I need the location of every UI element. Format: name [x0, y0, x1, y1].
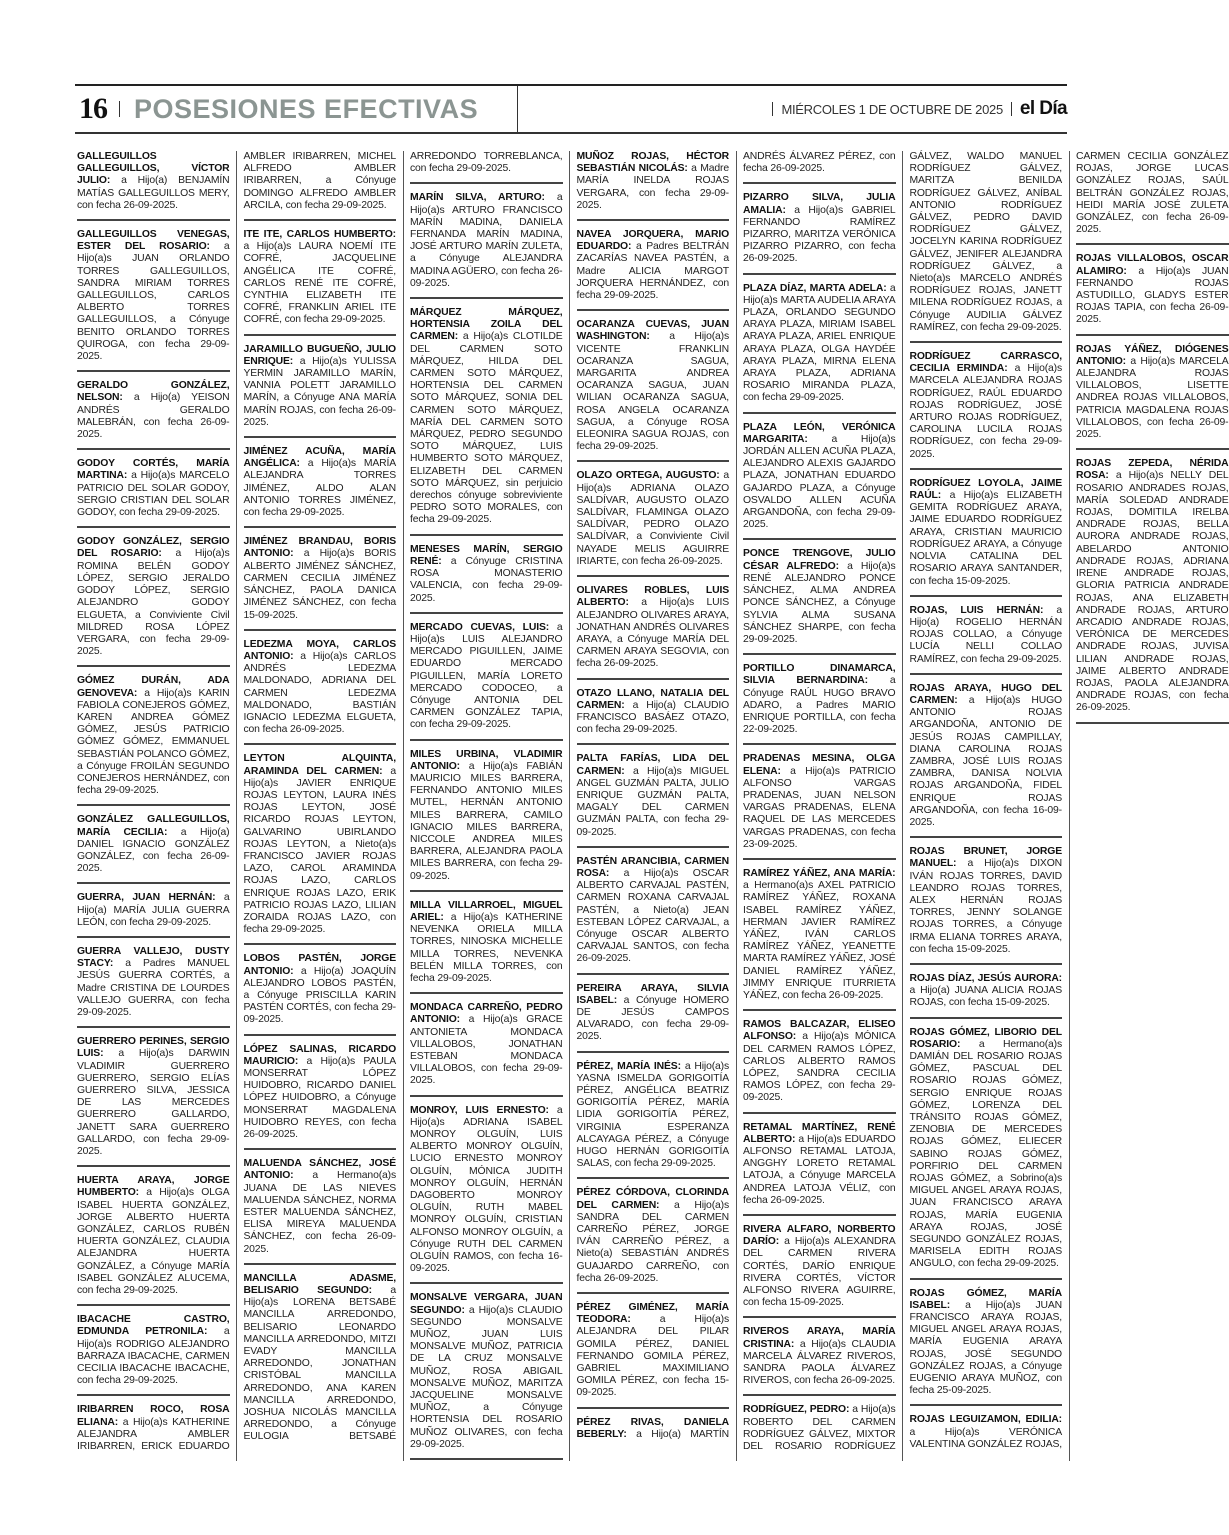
- deceased-name: IRIBARREN ROCO, ROSA ELIANA:: [77, 1404, 230, 1428]
- heirs-text: a Hijo(a)s DIXON IVÁN ROJAS TORRES, DAVID LEANDRO ROJAS TORRES, ALEX HERNÁN ROJAS TORRES, JENNY SOLANGE ROJAS TORRES, a Cónyuge IRMA ELIANA TORRES ARAYA, con fecha 15-09-2025.: [909, 858, 1062, 955]
- notice-entry: [577, 229, 730, 311]
- deceased-name: PÉREZ, MARÍA INÉS:: [576, 1060, 681, 1072]
- heirs-text: a Hijo(a) YEISON ANDRÉS GERALDO MALEBRÁN, con fecha 26-09-2025.: [77, 392, 230, 441]
- heirs-text: a Hijo(a)s ROBERTO DEL CARMEN RODRÍGUEZ GÁLVEZ, MIXTOR DEL ROSARIO RODRÍGUEZ GÁLVEZ, WALDO MANUEL RODRÍGUEZ GÁLVEZ, MARITZA BENILDA RODRÍGUEZ GÁLVEZ, ANÍBAL ANTONIO RODRÍGUEZ GÁLVEZ, PEDRO DAVID RODRÍGUEZ GÁLVEZ, JOCELYN KARINA RODRÍGUEZ GÁLVEZ, JENIFER ALEJANDRA RODRÍGUEZ GÁLVEZ, a Nieto(a)s MARCELO ANDRÉS RODRÍGUEZ ROJAS, JANETT MILENA RODRÍGUEZ ROJAS, a Cónyuge AUDILIA GÁLVEZ RAMÍREZ, con fecha 29-09-2025.: [743, 151, 1062, 1453]
- heirs-text: a Hijo(a)s RODRIGO ALEJANDRO BARRAZA IBACACHE, CARMEN CECILIA IBACACHE IBACACHE, con fecha 29-09-2025.: [77, 1326, 230, 1387]
- deceased-name: ROJAS GÓMEZ, MARÍA ISABEL:: [909, 1287, 1062, 1311]
- deceased-name: MERCADO CUEVAS, LUIS:: [410, 621, 550, 633]
- heirs-text: a Hijo(a)s ELIZABETH GEMITA RODRÍGUEZ ARAYA, JAIME EDUARDO RODRÍGUEZ ARAYA, CRISTIAN MAURICIO RODRÍGUEZ ARAYA, a Cónyuge NOLVIA CATALINA DEL ROSARIO ARAYA SANTANDER, con fecha 15-09-2025.: [909, 490, 1062, 587]
- issue-date: MIÉRCOLES 1 DE OCTUBRE DE 2025: [781, 101, 1003, 117]
- section-title: POSESIONES EFECTIVAS: [134, 93, 479, 124]
- notice-entry: [410, 1002, 563, 1096]
- heirs-text: a Hijo(a)s JUAN FERNANDO ROJAS ASTUDILLO, GLADYS ESTER ROJAS TAPIA, con fecha 26-09-2025.: [1076, 265, 1229, 326]
- notice-entry: [743, 1019, 896, 1113]
- notice-entry: [743, 868, 896, 1011]
- notice-entry: [743, 663, 896, 745]
- notice-entry: [410, 1105, 563, 1285]
- deceased-name: RAMOS BALCAZAR, ELISEO ALFONSO:: [743, 1019, 896, 1043]
- deceased-name: GUERRA, JUAN HERNÁN:: [77, 892, 216, 904]
- deceased-name: GODOY CORTÉS, MARÍA MARTINA:: [77, 458, 230, 482]
- notice-entry: [77, 892, 230, 938]
- notice-entry: [577, 1302, 730, 1409]
- notice-entry: [577, 151, 730, 221]
- deceased-name: RODRÍGUEZ CARRASCO, CECILIA ERMINDA:: [909, 351, 1062, 375]
- deceased-name: GODOY GONZÁLEZ, SERGIO DEL ROSARIO:: [77, 536, 230, 560]
- notice-entry: [743, 1122, 896, 1216]
- heirs-text: a Hijo(a)s EDUARDO ALFONSO RETAMAL LATOJA, ANGGHY LORETO RETAMAL LATOJA, a Cónyuge MARCELA ANDREA LATOJA VÉLIZ, con fecha 26-09-2025.: [743, 1133, 896, 1206]
- heirs-text: a Hijo(a)s OLGA ISABEL HUERTA GONZÁLEZ, JORGE ALBERTO HUERTA GONZÁLEZ, CARLOS RUBÉN HUERTA GONZÁLEZ, CLAUDIA ALEJANDRA HUERTA GONZÁLEZ, a Cónyuge MARÍA ISABEL GONZÁLEZ ALUCEMA, con fecha 29-09-2025.: [77, 1187, 230, 1297]
- deceased-name: ROJAS GÓMEZ, LIBORIO DEL ROSARIO:: [909, 1026, 1062, 1050]
- deceased-name: ROJAS BRUNET, JORGE MANUEL:: [909, 846, 1062, 870]
- deceased-name: GERALDO GONZÁLEZ, NELSON:: [77, 380, 230, 404]
- deceased-name: OTAZO LLANO, NATALIA DEL CARMEN:: [576, 687, 729, 711]
- heirs-text: a Padres BELTRÁN ZACARÍAS NAVEA PASTÉN, a Madre ALICIA MARGOT JORQUERA HERNÁNDEZ, con fecha 29-09-2025.: [576, 241, 729, 302]
- heirs-text: a Padres MANUEL JESÚS GUERRA CORTÉS, a Madre CRISTINA DE LOURDES VALLEJO GUERRA, con fecha 29-09-2025.: [77, 958, 230, 1018]
- heirs-text: a Hijo(a) MARÍA JULIA GUERRA LEÓN, con fecha 29-09-2025.: [77, 892, 230, 928]
- heirs-text: a Cónyuge RAÚL HUGO BRAVO ADARO, a Padres MARIO ENRIQUE PORTILLA, con fecha 22-09-2025.: [743, 675, 896, 736]
- deceased-name: OLIVARES ROBLES, LUIS ALBERTO:: [576, 585, 729, 609]
- heirs-text: a Madre MARÍA INELDA ROJAS VERGARA, con fecha 29-09-2025.: [576, 163, 729, 211]
- deceased-name: ROJAS YÁÑEZ, DIÓGENES ANTONIO:: [1076, 343, 1229, 367]
- notice-entry: [577, 585, 730, 679]
- notice-entry: [77, 380, 230, 450]
- deceased-name: GALLEGUILLOS VENEGAS, ESTER DEL ROSARIO:: [77, 229, 230, 253]
- header-divider: [119, 101, 120, 117]
- heirs-text: a Hijo(a) ROGELIO HERNÁN ROJAS COLLAO, a Cónyuge LUCÍA NELLI COLLAO RAMÍREZ, con fecha 29-09-2025.: [909, 604, 1062, 665]
- deceased-name: ITE ITE, CARLOS HUMBERTO:: [243, 229, 396, 241]
- notice-entry: [577, 1061, 730, 1180]
- notice-entry: [244, 639, 397, 746]
- deceased-name: RODRÍGUEZ, PEDRO:: [743, 1404, 850, 1416]
- heirs-text: a Hijo(a)s MARCELO PATRICIO DEL SOLAR GODOY, SERGIO CRISTIAN DEL SOLAR GODOY, con fecha 29-09-2025.: [77, 470, 230, 519]
- notice-entry: [743, 753, 896, 860]
- heirs-text: a Hijo(a)s VICENTE FRANKLIN OCARANZA SAGUA, MARGARITA ANDREA OCARANZA SAGUA, JUAN WILIAN OCARANZA SAGUA, ROSA ANGELA OCARANZA SAGUA, a Cónyuge ROSA ELEONIRA SAGUA ROJAS, con fecha 29-09-2025.: [576, 331, 729, 453]
- heirs-text: a Hijo(a)s JUAN ORLANDO TORRES GALLEGUILLOS, SANDRA MIRIAM TORRES GALLEGUILLOS, CARLOS ALBERTO TORRES GALLEGUILLOS, a Cónyuge BENITO ORLANDO TORRES QUIROGA, con fecha 29-09-2025.: [77, 241, 230, 363]
- deceased-name: PLAZA DÍAZ, MARTA ADELA:: [743, 282, 887, 294]
- notice-entry: [77, 458, 230, 528]
- notice-entry: [577, 856, 730, 975]
- heirs-text: a Hijo(a)s LORENA BETSABÉ MANCILLA ARREDONDO, BELISARIO LEONARDO MANCILLA ARREDONDO, MITZI EVADY MANCILLA ARREDONDO, JONATHAN CRISTÓBAL MANCILLA ARREDONDO, ANA KAREN MANCILLA ARREDONDO, JOSHUA NICOLÁS MANCILLA ARREDONDO, a Cónyuge EULOGIA BETSABÉ ARREDONDO TORREBLANCA, con fecha 29-09-2025.: [243, 151, 563, 1443]
- heirs-text: a Hijo(a)s MARCELA ALEJANDRA ROJAS RODRÍGUEZ, RAÚL EDUARDO ROJAS RODRÍGUEZ, JOSÉ ARTURO ROJAS RODRÍGUEZ, CAROLINA LUCILA ROJAS RODRÍGUEZ, con fecha 29-09-2025.: [909, 363, 1062, 460]
- heirs-text: a Hijo(a)s RENÉ ALEJANDRO PONCE SÁNCHEZ, ALMA ANDREA PONCE SÁNCHEZ, a Cónyuge SYLVIA ALMA SUSANA SÁNCHEZ SHARPE, con fecha 29-09-2025.: [743, 560, 896, 645]
- notice-entry: [910, 478, 1063, 597]
- heirs-text: a Hijo(a)s JORDÁN ALLEN ACUÑA PLAZA, ALEJANDRO ALEXIS GAJARDO PLAZA, JONATHAN EDUARDO GAJARDO PLAZA, a Cónyuge OSVALDO ALLEN ACUÑA ARGANDOÑA, con fecha 29-09-2025.: [743, 433, 896, 531]
- deceased-name: PASTÉN ARANCIBIA, CARMEN ROSA:: [576, 855, 729, 879]
- notice-entry: [410, 1292, 563, 1460]
- heirs-text: a Hijo(a)s LAURA NOEMÍ ITE COFRÉ, JACQUELINE ANGÉLICA ITE COFRÉ, CARLOS RENÉ ITE COFRÉ, CYNTHIA ELIZABETH ITE COFRÉ, FRANKLIN ARIEL ITE COFRÉ, con fecha 29-09-2025.: [243, 241, 396, 326]
- notice-entry: [410, 749, 563, 892]
- notice-entry: [910, 973, 1063, 1019]
- notices-columns: [77, 151, 1229, 1461]
- deceased-name: LOBOS PASTÉN, JORGE ANTONIO:: [243, 953, 396, 977]
- heirs-text: a Hijo(a) MARTÍN ANDRÉS ÁLVAREZ PÉREZ, con fecha 26-09-2025.: [626, 151, 896, 1440]
- heirs-text: a Hijo(a)s BORIS ALBERTO JIMÉNEZ SÁNCHEZ, CARMEN CECILIA JIMÉNEZ SÁNCHEZ, PAOLA DANICA JIMÉNEZ SÁNCHEZ, con fecha 15-09-2025.: [243, 548, 396, 621]
- notice-entry: [577, 983, 730, 1053]
- heirs-text: a Hijo(a)s JUAN FRANCISCO ARAYA ROJAS, MIGUEL ANGEL ARAYA ROJAS, MARÍA EUGENIA ARAYA ROJAS, JOSÉ SEGUNDO GONZÁLEZ ROJAS, a Cónyuge EUGENIO ARAYA MUÑOZ, con fecha 25-09-2025.: [909, 1299, 1062, 1397]
- deceased-name: JIMÉNEZ ACUÑA, MARÍA ANGÉLICA:: [243, 446, 396, 470]
- heirs-text: a Hermano(a)s AXEL PATRICIO RAMÍREZ YÁÑEZ, ROXANA ISABEL RAMÍREZ YÁÑEZ, HERMAN JAVIER RAMÍREZ YÁÑEZ, IVÁN CARLOS RAMÍREZ YÁÑEZ, YEANETTE MARTA RAMÍREZ YÁÑEZ, JOSÉ DANIEL RAMÍREZ YÁÑEZ, JIMMY ENRIQUE ITURRIETA YÁÑEZ, con fecha 26-09-2025.: [743, 880, 896, 1001]
- deceased-name: PÉREZ GIMÉNEZ, MARÍA TEODORA:: [576, 1302, 729, 1326]
- notice-entry: [577, 753, 730, 847]
- heirs-text: a Cónyuge CRISTINA ROSA MONASTERIO VALENCIA, con fecha 29-09-2025.: [410, 555, 563, 604]
- deceased-name: NAVEA JORQUERA, MARIO EDUARDO:: [576, 229, 729, 253]
- deceased-name: ROJAS ARAYA, HUGO DEL CARMEN:: [909, 682, 1062, 706]
- heirs-text: a Hijo(a) CLAUDIO FRANCISCO BASÁEZ OTAZO, con fecha 29-09-2025.: [576, 699, 729, 736]
- heirs-text: a Hijo(a)s CLOTILDE DEL CARMEN SOTO MÁRQUEZ, HILDA DEL CARMEN SOTO MÁRQUEZ, HORTENSIA DEL CARMEN SOTO MÁRQUEZ, SONIA DEL CARMEN SOTO MÁRQUEZ, MARÍA DEL CARMEN SOTO MÁRQUEZ, PEDRO SEGUNDO SOTO MÁRQUEZ, LUIS HUMBERTO SOTO MÁRQUEZ, ELIZABETH DEL CARMEN SOTO MÁRQUEZ, sin perjuicio derechos cónyuge sobreviviente PEDRO SOTO MORALES, con fecha 29-09-2025.: [410, 331, 563, 526]
- heirs-text: a Hijo(a)s KARIN FABIOLA CONEJEROS GÓMEZ, KAREN ANDREA GÓMEZ GÓMEZ, JESÚS PATRICIO GÓMEZ GÓMEZ, EMMANUEL SEBASTIÁN POLANCO GÓMEZ, a Cónyuge FROILÁN SEGUNDO CONEJEROS HERNÁNDEZ, con fecha 29-09-2025.: [77, 687, 230, 797]
- heirs-text: a Hijo(a)s YASNA ISMELDA GORIGOITÍA PÉREZ, ANGÉLICA BEATRIZ GORIGOITÍA PÉREZ, MARÍA LIDIA GORIGOITÍA PÉREZ, VIRGINIA ESPERANZA ALCAYAGA PÉREZ, a Cónyuge HUGO HERNÁN GORIGOITÍA SALAS, con fecha 29-09-2025.: [576, 1060, 729, 1170]
- notice-entry: [743, 422, 896, 541]
- heirs-text: a Hijo(a)s ARTURO FRANCISCO MARÍN MADINA, DANIELA FERNANDA MARÍN MADINA, JOSÉ ARTURO MARÍN ZULETA, a Cónyuge ALEJANDRA MADINA AGÜERO, con fecha 26-09-2025.: [410, 192, 563, 289]
- deceased-name: LÓPEZ SALINAS, RICARDO MAURICIO:: [243, 1043, 396, 1067]
- notice-entry: [910, 1027, 1063, 1280]
- header-divider: [1011, 102, 1012, 116]
- notice-entry: [77, 229, 230, 372]
- heirs-text: a Hijo(a)s MARTA AUDELIA ARAYA PLAZA, ORLANDO SEGUNDO ARAYA PLAZA, MIRIAM ISABEL ARAYA PLAZA, ARIEL ENRIQUE ARAYA PLAZA, OLGA HAYDÉE ARAYA PLAZA, MIRNA ELENA ARAYA PLAZA, ADRIANA ROSARIO MIRANDA PLAZA, con fecha 29-09-2025.: [743, 282, 896, 404]
- heirs-text: a Hijo(a)s SANDRA DEL CARMEN CARREÑO PÉREZ, JORGE IVÁN CARREÑO PÉREZ, a Nieto(a) SEBASTIÁN ANDRÉS GUAJARDO CARREÑO, con fecha 26-09-2025.: [576, 1199, 729, 1284]
- notice-entry: [77, 151, 230, 221]
- notice-entry: [577, 688, 730, 746]
- heirs-text: a Hijo(a)s PATRICIO ALFONSO VARGAS PRADENAS, JUAN NELSON VARGAS PRADENAS, ELENA RAQUEL DE LAS MERCEDES VARGAS PRADENAS, con fecha 23-09-2025.: [743, 765, 896, 850]
- deceased-name: MENESES MARÍN, SERGIO RENÉ:: [410, 543, 563, 567]
- heirs-text: a Hijo(a)s LUIS ALEJANDRO MERCADO PIGUILLEN, JAIME EDUARDO MERCADO PIGUILLEN, MARÍA LORETO MERCADO CODOCEO, a Cónyuge ANTONIA DEL CARMEN GONZÁLEZ TAPIA, con fecha 29-09-2025.: [410, 621, 563, 731]
- notice-entry: [743, 1326, 896, 1396]
- heirs-text: a Hijo(a)s ADRIANA ISABEL MONROY OLGUÍN, LUIS ALBERTO MONROY OLGUÍN, LUCIO ERNESTO MONROY OLGUÍN, MÓNICA JUDITH MONROY OLGUÍN, HERNÁN DAGOBERTO MONROY OLGUÍN, RUTH MABEL MONROY OLGUÍN, CRISTIAN ALFONSO MONROY OLGUÍN, a Cónyuge RUTH DEL CARMEN OLGUÍN RAMOS, con fecha 16-09-2025.: [410, 1104, 563, 1275]
- notice-entry: [244, 1158, 397, 1265]
- heirs-text: a Hermano(a)s JUANA DE LAS NIEVES MALUENDA SÁNCHEZ, NORMA ESTER MALUENDA SÁNCHEZ, ELISA MIREYA MALUENDA SÁNCHEZ, con fecha 26-09-2025.: [243, 1170, 396, 1255]
- deceased-name: PONCE TRENGOVE, JULIO CÉSAR ALFREDO:: [743, 548, 896, 572]
- deceased-name: RAMÍREZ YÁÑEZ, ANA MARÍA:: [743, 867, 896, 879]
- header-divider: [772, 102, 773, 116]
- header-right: [772, 98, 1067, 120]
- notice-entry: [1076, 458, 1229, 723]
- deceased-name: PEREIRA ARAYA, SILVIA ISABEL:: [576, 982, 729, 1006]
- deceased-name: OLAZO ORTEGA, AUGUSTO:: [576, 470, 720, 482]
- notice-entry: [244, 1044, 397, 1151]
- notice-entry: [1076, 253, 1229, 335]
- deceased-name: PLAZA LEÓN, VERÓNICA MARGARITA:: [743, 421, 896, 445]
- deceased-name: PRADENAS MESINA, OLGA ELENA:: [743, 753, 896, 777]
- deceased-name: OCARANZA CUEVAS, JUAN WASHINGTON:: [576, 319, 729, 343]
- notice-entry: [410, 307, 563, 536]
- deceased-name: PÉREZ CÓRDOVA, CLORINDA DEL CARMEN:: [576, 1187, 729, 1211]
- deceased-name: ROJAS LEGUIZAMON, EDILIA:: [909, 1414, 1062, 1426]
- deceased-name: MUÑOZ ROJAS, HÉCTOR SEBASTIÁN NICOLÁS:: [576, 151, 729, 175]
- deceased-name: GUERRA VALLEJO, DUSTY STACY:: [77, 945, 230, 970]
- heirs-text: a Hijo(a)s PAULA MONSERRAT LÓPEZ HUIDOBRO, RICARDO DANIEL LÓPEZ HUIDOBRO, a Cónyuge MONSERRAT MAGDALENA HUIDOBRO REYES, con fecha 26-09-2025.: [243, 1055, 396, 1141]
- heirs-text: a Hijo(a)s MÓNICA DEL CARMEN RAMOS LÓPEZ, CARLOS ALBERTO RAMOS LÓPEZ, SANDRA CECILIA RAMOS LÓPEZ, con fecha 29-09-2025.: [743, 1031, 896, 1104]
- notice-entry: [910, 605, 1063, 675]
- deceased-name: ROJAS VILLALOBOS, OSCAR ALAMIRO:: [1076, 253, 1229, 277]
- deceased-name: ROJAS ZEPEDA, NÉRIDA ROSA:: [1076, 458, 1229, 482]
- page-number: 16: [79, 92, 107, 125]
- deceased-name: RETAMAL MARTÍNEZ, RENÉ ALBERTO:: [743, 1121, 896, 1145]
- deceased-name: IBACACHE CASTRO, EDMUNDA PETRONILA:: [77, 1314, 230, 1338]
- notice-entry: [1076, 344, 1229, 451]
- heirs-text: a Hijo(a)s CARLOS ANDRÉS LEDEZMA MALDONADO, ADRIANA DEL CARMEN LEDEZMA MALDONADO, BASTIÁN IGNACIO LEDEZMA ELGUETA, con fecha 26-09-2025.: [243, 650, 396, 736]
- notice-entry: [77, 1314, 230, 1396]
- notice-entry: [910, 1288, 1063, 1407]
- notice-entry: [410, 544, 563, 614]
- notice-entry: [77, 1036, 230, 1167]
- notice-entry: [577, 319, 730, 462]
- deceased-name: MALUENDA SÁNCHEZ, JOSÉ ANTONIO:: [243, 1158, 396, 1182]
- notice-entry: [244, 753, 397, 945]
- notice-entry: [410, 900, 563, 994]
- deceased-name: PALTA FARÍAS, LIDA DEL CARMEN:: [576, 753, 729, 777]
- heirs-text: a Hijo(a)s CLAUDIO SEGUNDO MONSALVE MUÑOZ, JUAN LUIS MONSALVE MUÑOZ, PATRICIA DE LA CRUZ MONSALVE MUÑOZ, ROSA ABIGAIL MONSALVE MUÑOZ, MARITZA JACQUELINE MONSALVE MUÑOZ, a Cónyuge HORTENSIA DEL ROSARIO MUÑOZ OLIVARES, con fecha 29-09-2025.: [410, 1304, 563, 1450]
- heirs-text: a Hijo(a)s ROMINA BELÉN GODOY LÓPEZ, SERGIO JERALDO GODOY LÓPEZ, SERGIO ALEJANDRO GODOY ELGUETA, a Conviviente Civil MILDRED ROSA LÓPEZ VERGARA, con fecha 29-09-2025.: [77, 548, 230, 658]
- heirs-text: a Hijo(a)s CLAUDIA MARCELA ÁLVAREZ RIVEROS, SANDRA PAOLA ÁLVAREZ RIVEROS, con fecha 26-09-2025.: [743, 1338, 896, 1387]
- notice-entry: [743, 283, 896, 414]
- heirs-text: a Hijo(a)s NELLY DEL ROSARIO ANDRADES ROJAS, MARÍA SOLEDAD ANDRADE ROJAS, DOMITILA IRELBA ANDRADE ROJAS, BELLA AURORA ANDRADE ROJAS, ABELARDO ANTONIO ANDRADE ROJAS, ADRIANA IRENE ANDRADE ROJAS, GLORIA PATRICIA ANDRADE ROJAS, ANA ELIZABETH ANDRADE ROJAS, ARTURO ARCADIO ANDRADE ROJAS, VERÓNICA DE MERCEDES ANDRADE ROJAS, JUVISA LILIAN ANDRADE ROJAS, JAIME ALBERTO ANDRADE ROJAS, PAOLA ALEJANDRA ANDRADE ROJAS, con fecha 26-09-2025.: [1076, 470, 1229, 714]
- heirs-text: a Hijo(a)s YULISSA YERMIN JARAMILLO MARÍN, VANNIA POLETT JARAMILLO MARÍN, a Cónyuge ANA MARÍA MARÍN ROJAS, con fecha 26-09-2025.: [243, 355, 396, 428]
- deceased-name: PÉREZ RIVAS, DANIELA BEBERLY:: [576, 1416, 729, 1440]
- notice-entry: [77, 675, 230, 806]
- deceased-name: JIMÉNEZ BRANDAU, BORIS ANTONIO:: [243, 536, 396, 560]
- deceased-name: ROJAS, LUIS HERNÁN:: [909, 604, 1044, 616]
- notice-entry: [244, 953, 397, 1035]
- deceased-name: JARAMILLO BUGUEÑO, JULIO ENRIQUE:: [243, 343, 396, 367]
- page-header: [75, 86, 1067, 132]
- heirs-text: a Hijo(a)s MIGUEL ANGEL GUZMÁN PALTA, JULIO ENRIQUE GUZMÁN PALTA, MAGALY DEL CARMEN GUZMÁN PALTA, con fecha 29-09-2025.: [576, 765, 729, 838]
- deceased-name: GÓMEZ DURÁN, ADA GENOVEVA:: [77, 675, 230, 699]
- notice-entry: [244, 229, 397, 336]
- heirs-text: a Hijo(a)s JAVIER ENRIQUE ROJAS LEYTON, LAURA INÉS ROJAS LEYTON, JOSÉ RICARDO ROJAS LEYTON, GALVARINO UBIRLANDO ROJAS LEYTON, a Nieto(a)s FRANCISCO JAVIER ROJAS LAZO, CAROL ARAMINDA ROJAS LAZO, CARLOS ENRIQUE ROJAS LAZO, ERIK PATRICIO ROJAS LAZO, LILIAN ZORAIDA ROJAS LAZO, con fecha 29-09-2025.: [243, 765, 396, 936]
- heirs-text: a Hijo(a)s KATHERINE NEVENKA ORIELA MILLA TORRES, NINOSKA MICHELLE MILLA TORRES, NEVENKA BELÉN MILLA TORRES, con fecha 29-09-2025.: [410, 911, 563, 984]
- notice-entry: [743, 1224, 896, 1318]
- heirs-text: a Hijo(a)s OSCAR ALBERTO CARVAJAL PASTÉN, CARMEN ROXANA CARVAJAL PASTÉN, a Nieto(a) JEAN ESTEBAN LÓPEZ CARVAJAL, a Cónyuge OSCAR ALBERTO CARVAJAL SANTOS, con fecha 26-09-2025.: [576, 867, 729, 965]
- deceased-name: LEYTON ALQUINTA, ARAMINDA DEL CARMEN:: [243, 753, 396, 777]
- deceased-name: RIVERA ALFARO, NORBERTO DARÍO:: [743, 1224, 896, 1248]
- deceased-name: MONDACA CARREÑO, PEDRO ANTONIO:: [410, 1002, 563, 1026]
- notice-entry: [410, 622, 563, 741]
- heirs-text: a Hermano(a)s DAMIÁN DEL ROSARIO ROJAS GÓMEZ, PASCUAL DEL ROSARIO ROJAS GÓMEZ, SERGIO ENRIQUE ROJAS GÓMEZ, LORENZA DEL TRÁNSITO ROJAS GÓMEZ, ZENOBIA DE MERCEDES ROJAS GÓMEZ, ELIECER SABINO ROJAS GÓMEZ, PORFIRIO DEL CARMEN ROJAS GÓMEZ, a Sobrino(a)s MIGUEL ANGEL ARAYA ROJAS, JUAN FRANCISCO ARAYA ROJAS, MARÍA EUGENIA ARAYA ROJAS, JOSÉ SEGUNDO GONZÁLEZ ROJAS, MARISELA EDITH ROJAS ANGULO, con fecha 29-09-2025.: [909, 1038, 1062, 1270]
- header-bottom-rule: [75, 132, 1067, 134]
- heirs-text: a Hijo(a) JOAQUÍN ALEJANDRO LOBOS PASTÉN, a Cónyuge PRISCILLA KARIN PASTÉN CORTÉS, con fecha 29-09-2025.: [243, 965, 396, 1026]
- deceased-name: MARÍN SILVA, ARTURO:: [410, 192, 545, 204]
- notice-entry: [244, 536, 397, 630]
- notice-entry: [244, 446, 397, 528]
- deceased-name: MONROY, LUIS ERNESTO:: [410, 1104, 549, 1116]
- notice-entry: [743, 548, 896, 655]
- notice-entry: [410, 192, 563, 299]
- deceased-name: MÁRQUEZ MÁRQUEZ, HORTENSIA ZOILA DEL CARMEN:: [410, 307, 563, 343]
- newspaper-logo: el Día: [1019, 98, 1067, 119]
- heirs-text: a Hijo(a)s KATHERINE ALEJANDRA AMBLER IRIBARREN, ERICK EDUARDO AMBLER IRIBARREN, MICHEL ALFREDO AMBLER IRIBARREN, a Cónyuge DOMINGO ALFREDO AMBLER ARCILA, con fecha 29-09-2025.: [77, 151, 396, 1453]
- notice-entry: [743, 192, 896, 274]
- heirs-text: a Hijo(a)s VERÓNICA VALENTINA GONZÁLEZ ROJAS, CARMEN CECILIA GONZÁLEZ ROJAS, JORGE LUCAS GONZÁLEZ ROJAS, SAÚL BELTRÁN GONZÁLEZ ROJAS, HEIDI MARÍA JOSÉ ZULETA GONZÁLEZ, con fecha 26-09-2025.: [909, 151, 1229, 1450]
- deceased-name: MONSALVE VERGARA, JUAN SEGUNDO:: [410, 1292, 563, 1316]
- deceased-name: GALLEGUILLOS GALLEGUILLOS, VÍCTOR JULIO:: [77, 151, 230, 187]
- deceased-name: GUERRERO PERINES, SERGIO LUIS:: [77, 1036, 230, 1060]
- notice-entry: [910, 351, 1063, 470]
- deceased-name: MILES URBINA, VLADIMIR ANTONIO:: [410, 748, 563, 772]
- heirs-text: a Hijo(a)s MARÍA ALEJANDRA TORRES JIMÉNEZ, ALDO ALAN ANTONIO TORRES JIMÉNEZ, con fecha 29-09-2025.: [243, 458, 396, 519]
- heirs-text: a Hijo(a)s FABIÁN MAURICIO MILES BARRERA, FERNANDO ANTONIO MILES MUTEL, HERNÁN ANTONIO MILES BARRERA, CAMILO IGNACIO MILES BARRERA, NICCOLE ANDREA MILES BARRERA, ALEJANDRA PAOLA MILES BARRERA, con fecha 29-09-2025.: [410, 760, 563, 882]
- heirs-text: a Hijo(a)s ADRIANA OLAZO SALDÍVAR, AUGUSTO OLAZO SALDÍVAR, FLAMINGA OLAZO SALDÍVAR, PEDRO OLAZO SALDÍVAR, a Conviviente Civil NAYADE MELIS AGUIRRE IRIARTE, con fecha 26-09-2025.: [576, 470, 729, 567]
- notice-entry: [244, 344, 397, 438]
- heirs-text: a Hijo(a) BENJAMÍN MATÍAS GALLEGUILLOS MERY, con fecha 26-09-2025.: [77, 175, 230, 211]
- header-vertical-rule: [517, 86, 518, 132]
- deceased-name: LEDEZMA MOYA, CARLOS ANTONIO:: [243, 638, 396, 662]
- deceased-name: GONZÁLEZ GALLEGUILLOS, MARÍA CECILIA:: [77, 814, 230, 838]
- notice-entry: [77, 946, 230, 1028]
- notice-entry: [910, 846, 1063, 965]
- heirs-text: a Hijo(a)s HUGO ANTONIO ROJAS ARGANDOÑA, ANTONIO DE JESÚS ROJAS CAMPILLAY, DIANA CAROLINA ROJAS ZAMBRA, JOSÉ LUIS ROJAS ZAMBRA, DANISA NOLVIA ROJAS ARGANDOÑA, FIDEL ENRIQUE ROJAS ARGANDOÑA, con fecha 16-09-2025.: [909, 694, 1062, 828]
- deceased-name: PORTILLO DINAMARCA, SILVIA BERNARDINA:: [743, 663, 896, 687]
- heirs-text: a Hijo(a)s DARWIN VLADIMIR GUERRERO GUERRERO, SERGIO ELÍAS GUERRERO SILVA, JESSICA DE LAS MERCEDES GUERRERO GALLARDO, JANETT SARA GUERRERO GALLARDO, con fecha 29-09-2025.: [77, 1048, 230, 1158]
- deceased-name: MILLA VILLARROEL, MIGUEL ARIEL:: [410, 899, 563, 923]
- heirs-text: a Hijo(a)s GRACE ANTONIETA MONDACA VILLALOBOS, JONATHAN ESTEBAN MONDACA VILLALOBOS, con fecha 29-09-2025.: [410, 1014, 563, 1087]
- deceased-name: RIVEROS ARAYA, MARÍA CRISTINA:: [743, 1326, 896, 1350]
- heirs-text: a Hijo(a) DANIEL IGNACIO GONZÁLEZ GONZÁLEZ, con fecha 26-09-2025.: [77, 826, 230, 875]
- heirs-text: a Hijo(a)s GABRIEL FERNANDO RAMÍREZ PIZARRO, MARITZA VERÓNICA PIZARRO PIZARRO, con fecha 26-09-2025.: [743, 204, 896, 265]
- heirs-text: a Hijo(a)s LUIS ALEJANDRO OLIVARES ARAYA, JONATHAN ANDRÉS OLIVARES ARAYA, a Cónyuge MARÍA DEL CARMEN ARAYA SEGOVIA, con fecha 26-09-2025.: [576, 597, 729, 670]
- notice-entry: [77, 1175, 230, 1306]
- notice-entry: [577, 470, 730, 577]
- notice-entry: [577, 1187, 730, 1294]
- deceased-name: ROJAS DÍAZ, JESÚS AURORA:: [909, 972, 1062, 984]
- notice-entry: [910, 683, 1063, 838]
- deceased-name: HUERTA ARAYA, JORGE HUMBERTO:: [77, 1175, 230, 1199]
- deceased-name: MANCILLA ADASME, BELISARIO SEGUNDO:: [243, 1272, 396, 1297]
- deceased-name: RODRÍGUEZ LOYOLA, JAIME RAÚL:: [909, 477, 1062, 502]
- notice-entry: [77, 536, 230, 667]
- heirs-text: a Hijo(a)s ALEJANDRA DEL PILAR GOMILA PÉREZ, DANIEL FERNANDO GOMILA PÉREZ, GABRIEL MAXIMILIANO GOMILA PÉREZ, con fecha 15-09-2025.: [576, 1314, 729, 1399]
- notice-entry: [77, 814, 230, 884]
- heirs-text: a Hijo(a)s MARCELA ALEJANDRA ROJAS VILLALOBOS, LISETTE ANDREA ROJAS VILLALOBOS, PATRICIA MAGDALENA ROJAS VILLALOBOS, con fecha 26-09-2025.: [1076, 355, 1229, 441]
- heirs-text: a Hijo(a)s ALEXANDRA DEL CARMEN RIVERA CORTÉS, DARÍO ENRIQUE RIVERA CORTÉS, VÍCTOR ALFONSO RIVERA AGUIRRE, con fecha 15-09-2025.: [743, 1236, 896, 1309]
- deceased-name: PIZARRO SILVA, JULIA AMALIA:: [743, 192, 896, 216]
- heirs-text: a Hijo(a) JUANA ALICIA ROJAS ROJAS, con fecha 15-09-2025.: [909, 985, 1062, 1009]
- heirs-text: a Cónyuge HOMERO DE JESÚS CAMPOS ALVARADO, con fecha 29-09-2025.: [576, 994, 729, 1043]
